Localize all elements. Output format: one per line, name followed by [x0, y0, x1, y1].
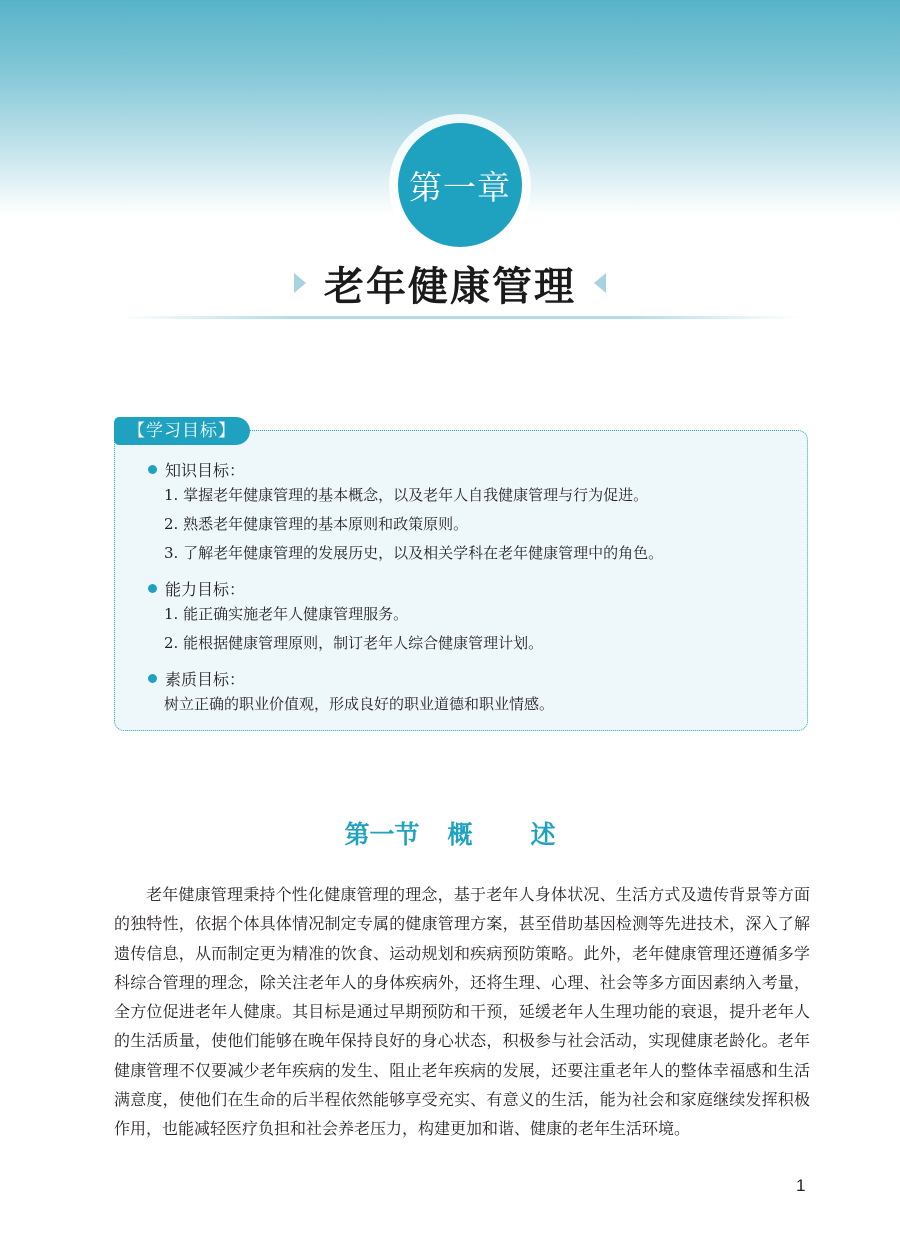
objective-heading: [148, 576, 543, 600]
section-number: 第一节: [344, 820, 420, 849]
bullet-dot-icon: [148, 584, 157, 593]
chapter-title-row: [0, 255, 900, 311]
objective-item: 3. 了解老年健康管理的发展历史，以及相关学科在老年健康管理中的角色。: [164, 544, 664, 562]
chapter-title: 老年健康管理: [324, 263, 576, 310]
bullet-dot-icon: [148, 674, 157, 683]
page-number: 1: [796, 1176, 806, 1195]
objective-heading-text: 素质目标：: [165, 669, 246, 689]
bullet-dot-icon: [148, 465, 157, 474]
body-paragraph: 老年健康管理秉持个性化健康管理的理念，基于老年人身体状况、生活方式及遗传背景等方面的独特性，依据个体具体情况制定专属的健康管理方案，甚至借助基因检测等先进技术，深入了解遗传信息，从而制定更为精准的饮食、运动规划和疾病预防策略。此外，老年健康管理还遵循多学科综合管理的理念，除关注老年人的身体疾病外，还将生理、心理、社会等多方面因素纳入考量，全方位促进老年人健康。其目标是通过早期预防和干预，延缓老年人生理功能的衰退，提升老年人的生活质量，使他们能够在晚年保持良好的身心状态，积极参与社会活动，实现健康老龄化。老年健康管理不仅要减少老年疾病的发生、阻止老年疾病的发展，还要注重老年人的整体幸福感和生活满意度，使他们在生命的后半程依然能够享受充实、有意义的生活，能为社会和家庭继续发挥积极作用，也能减轻医疗负担和社会养老压力，构建更加和谐、健康的老年生活环境。: [114, 885, 810, 1139]
section-title-char: 述: [530, 820, 556, 849]
triangle-right-icon: [294, 273, 306, 293]
learning-objectives-tag: 【学习目标】: [114, 417, 250, 445]
objective-item: 2. 熟悉老年健康管理的基本原则和政策原则。: [164, 515, 469, 533]
objective-item: 树立正确的职业价值观，形成良好的职业道德和职业情感。: [164, 695, 555, 713]
section-heading: [0, 815, 900, 851]
objective-heading: [148, 666, 554, 690]
objective-heading-text: 能力目标：: [165, 579, 246, 599]
objective-heading: [148, 457, 663, 481]
objective-item: 2. 能根据健康管理原则，制订老年人综合健康管理计划。: [164, 634, 544, 652]
objective-section-quality: [148, 666, 554, 719]
objective-heading-text: 知识目标：: [165, 460, 246, 480]
title-divider: [120, 316, 800, 319]
section-title-char: 概: [447, 820, 473, 849]
objective-section-knowledge: [148, 457, 663, 568]
chapter-label: 第一章: [409, 167, 511, 207]
objective-item: 1. 掌握老年健康管理的基本概念，以及老年人自我健康管理与行为促进。: [164, 486, 649, 504]
triangle-left-icon: [594, 273, 606, 293]
chapter-badge: [398, 123, 522, 247]
objective-section-ability: [148, 576, 543, 658]
objective-item: 1. 能正确实施老年人健康管理服务。: [164, 605, 409, 623]
